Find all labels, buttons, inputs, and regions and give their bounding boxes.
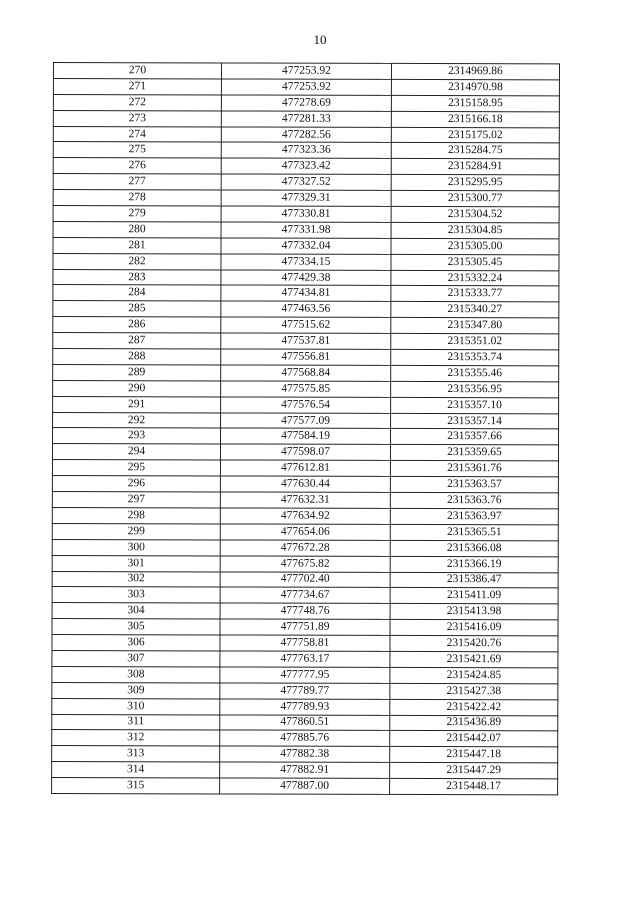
x-coordinate-cell: 477882.38 <box>220 746 390 762</box>
y-coordinate-cell: 2315300.77 <box>391 191 559 207</box>
x-coordinate-cell: 477860.51 <box>220 714 390 730</box>
table-row <box>52 714 558 731</box>
x-coordinate-cell: 477331.98 <box>221 222 391 238</box>
table-row <box>53 63 559 80</box>
table-row <box>53 349 559 366</box>
point-number-cell: 274 <box>53 126 221 142</box>
point-number-cell: 311 <box>52 714 220 730</box>
table-row <box>52 507 558 524</box>
table-row <box>52 650 558 667</box>
x-coordinate-cell: 477329.31 <box>221 190 391 206</box>
point-number-cell: 307 <box>52 650 220 666</box>
table-row <box>52 539 558 556</box>
x-coordinate-cell: 477789.77 <box>220 683 390 699</box>
y-coordinate-cell: 2315295.95 <box>391 175 559 191</box>
x-coordinate-cell: 477748.76 <box>220 603 390 619</box>
point-number-cell: 313 <box>52 746 220 762</box>
y-coordinate-cell: 2315305.00 <box>391 238 559 254</box>
table-row <box>52 523 558 540</box>
table-row <box>52 619 558 636</box>
point-number-cell: 290 <box>53 380 221 396</box>
table-row <box>53 221 559 238</box>
coordinates-table <box>51 62 560 795</box>
x-coordinate-cell: 477612.81 <box>220 460 390 476</box>
point-number-cell: 276 <box>53 158 221 174</box>
point-number-cell: 282 <box>53 253 221 269</box>
table-row <box>53 317 559 334</box>
y-coordinate-cell: 2315424.85 <box>390 667 558 683</box>
x-coordinate-cell: 477734.67 <box>220 587 390 603</box>
point-number-cell: 277 <box>53 174 221 190</box>
x-coordinate-cell: 477672.28 <box>220 540 390 556</box>
table-row <box>52 746 558 763</box>
point-number-cell: 304 <box>52 603 220 619</box>
y-coordinate-cell: 2315363.97 <box>390 508 558 524</box>
y-coordinate-cell: 2315356.95 <box>391 381 559 397</box>
x-coordinate-cell: 477882.91 <box>220 762 390 778</box>
y-coordinate-cell: 2315353.74 <box>391 349 559 365</box>
point-number-cell: 281 <box>53 237 221 253</box>
x-coordinate-cell: 477327.52 <box>221 174 391 190</box>
table-row <box>52 492 558 509</box>
y-coordinate-cell: 2315347.80 <box>391 318 559 334</box>
point-number-cell: 306 <box>52 635 220 651</box>
table-row <box>53 94 559 111</box>
x-coordinate-cell: 477434.81 <box>221 285 391 301</box>
point-number-cell: 275 <box>53 142 221 158</box>
x-coordinate-cell: 477885.76 <box>220 730 390 746</box>
point-number-cell: 299 <box>52 523 220 539</box>
table-row <box>53 78 559 95</box>
x-coordinate-cell: 477777.95 <box>220 667 390 683</box>
y-coordinate-cell: 2315333.77 <box>391 286 559 302</box>
y-coordinate-cell: 2315427.38 <box>390 683 558 699</box>
table-row <box>52 587 558 604</box>
x-coordinate-cell: 477576.54 <box>221 397 391 413</box>
point-number-cell: 314 <box>52 762 220 778</box>
point-number-cell: 283 <box>53 269 221 285</box>
point-number-cell: 315 <box>52 778 220 794</box>
y-coordinate-cell: 2314970.98 <box>391 79 559 95</box>
y-coordinate-cell: 2315284.91 <box>391 159 559 175</box>
x-coordinate-cell: 477253.92 <box>221 79 391 95</box>
x-coordinate-cell: 477675.82 <box>220 556 390 572</box>
x-coordinate-cell: 477654.06 <box>220 524 390 540</box>
y-coordinate-cell: 2315305.45 <box>391 254 559 270</box>
x-coordinate-cell: 477334.15 <box>221 254 391 270</box>
table-row <box>53 301 559 318</box>
point-number-cell: 294 <box>52 444 220 460</box>
table-row <box>53 396 559 413</box>
table-row <box>52 682 558 699</box>
table-row <box>53 126 559 143</box>
coordinates-table-body <box>52 63 560 795</box>
point-number-cell: 272 <box>53 94 221 110</box>
y-coordinate-cell: 2315447.18 <box>390 747 558 763</box>
table-row <box>52 762 558 779</box>
table-row <box>52 730 558 747</box>
y-coordinate-cell: 2315366.19 <box>390 556 558 572</box>
point-number-cell: 296 <box>52 476 220 492</box>
y-coordinate-cell: 2315422.42 <box>390 699 558 715</box>
x-coordinate-cell: 477537.81 <box>221 333 391 349</box>
x-coordinate-cell: 477575.85 <box>221 381 391 397</box>
y-coordinate-cell: 2315363.57 <box>390 477 558 493</box>
point-number-cell: 286 <box>53 317 221 333</box>
point-number-cell: 271 <box>53 78 221 94</box>
table-row <box>52 778 558 795</box>
x-coordinate-cell: 477598.07 <box>220 444 390 460</box>
x-coordinate-cell: 477323.36 <box>221 142 391 158</box>
y-coordinate-cell: 2315359.65 <box>390 445 558 461</box>
point-number-cell: 310 <box>52 698 220 714</box>
x-coordinate-cell: 477634.92 <box>220 508 390 524</box>
x-coordinate-cell: 477758.81 <box>220 635 390 651</box>
point-number-cell: 295 <box>52 460 220 476</box>
y-coordinate-cell: 2315166.18 <box>391 111 559 127</box>
x-coordinate-cell: 477463.56 <box>221 301 391 317</box>
x-coordinate-cell: 477887.00 <box>220 778 390 794</box>
table-row <box>53 237 559 254</box>
y-coordinate-cell: 2315448.17 <box>390 778 558 794</box>
x-coordinate-cell: 477584.19 <box>220 428 390 444</box>
y-coordinate-cell: 2315357.10 <box>391 397 559 413</box>
point-number-cell: 280 <box>53 221 221 237</box>
x-coordinate-cell: 477281.33 <box>221 111 391 127</box>
table-row <box>52 698 558 715</box>
point-number-cell: 303 <box>52 587 220 603</box>
point-number-cell: 289 <box>53 364 221 380</box>
table-row <box>53 206 559 223</box>
point-number-cell: 293 <box>53 428 221 444</box>
table-row <box>52 555 558 572</box>
table-row <box>52 635 558 652</box>
x-coordinate-cell: 477515.62 <box>221 317 391 333</box>
table-row <box>53 285 559 302</box>
y-coordinate-cell: 2314969.86 <box>391 63 559 79</box>
page-number: 10 <box>313 32 327 47</box>
table-row <box>53 190 559 207</box>
point-number-cell: 308 <box>52 666 220 682</box>
point-number-cell: 270 <box>53 63 221 79</box>
x-coordinate-cell: 477568.84 <box>221 365 391 381</box>
x-coordinate-cell: 477630.44 <box>220 476 390 492</box>
table-row <box>52 666 558 683</box>
table-row <box>53 428 559 445</box>
table-row <box>52 460 558 477</box>
x-coordinate-cell: 477556.81 <box>221 349 391 365</box>
table-row <box>52 571 558 588</box>
y-coordinate-cell: 2315420.76 <box>390 635 558 651</box>
y-coordinate-cell: 2315340.27 <box>391 302 559 318</box>
point-number-cell: 312 <box>52 730 220 746</box>
table-row <box>53 158 559 175</box>
y-coordinate-cell: 2315386.47 <box>390 572 558 588</box>
point-number-cell: 279 <box>53 206 221 222</box>
y-coordinate-cell: 2315436.89 <box>390 715 558 731</box>
y-coordinate-cell: 2315304.52 <box>391 206 559 222</box>
table-row <box>52 476 558 493</box>
table-row <box>53 412 559 429</box>
point-number-cell: 284 <box>53 285 221 301</box>
point-number-cell: 273 <box>53 110 221 126</box>
point-number-cell: 278 <box>53 190 221 206</box>
y-coordinate-cell: 2315442.07 <box>390 731 558 747</box>
x-coordinate-cell: 477751.89 <box>220 619 390 635</box>
point-number-cell: 291 <box>53 396 221 412</box>
x-coordinate-cell: 477253.92 <box>221 63 391 79</box>
x-coordinate-cell: 477702.40 <box>220 571 390 587</box>
x-coordinate-cell: 477278.69 <box>221 95 391 111</box>
point-number-cell: 301 <box>52 555 220 571</box>
x-coordinate-cell: 477282.56 <box>221 127 391 143</box>
point-number-cell: 298 <box>52 507 220 523</box>
table-row <box>53 333 559 350</box>
table-row <box>53 269 559 286</box>
x-coordinate-cell: 477632.31 <box>220 492 390 508</box>
x-coordinate-cell: 477332.04 <box>221 238 391 254</box>
y-coordinate-cell: 2315365.51 <box>390 524 558 540</box>
y-coordinate-cell: 2315332.24 <box>391 270 559 286</box>
point-number-cell: 288 <box>53 349 221 365</box>
y-coordinate-cell: 2315284.75 <box>391 143 559 159</box>
point-number-cell: 305 <box>52 619 220 635</box>
table-row <box>53 380 559 397</box>
y-coordinate-cell: 2315158.95 <box>391 95 559 111</box>
x-coordinate-cell: 477577.09 <box>221 413 391 429</box>
x-coordinate-cell: 477429.38 <box>221 270 391 286</box>
point-number-cell: 302 <box>52 571 220 587</box>
point-number-cell: 300 <box>52 539 220 555</box>
y-coordinate-cell: 2315363.76 <box>390 492 558 508</box>
table-row <box>53 142 559 159</box>
table-row <box>53 253 559 270</box>
table-row <box>53 174 559 191</box>
table-row <box>52 603 558 620</box>
y-coordinate-cell: 2315447.29 <box>390 763 558 779</box>
table-row <box>53 364 559 381</box>
y-coordinate-cell: 2315366.08 <box>390 540 558 556</box>
y-coordinate-cell: 2315351.02 <box>391 334 559 350</box>
y-coordinate-cell: 2315361.76 <box>390 461 558 477</box>
y-coordinate-cell: 2315421.69 <box>390 651 558 667</box>
table-row <box>52 444 558 461</box>
y-coordinate-cell: 2315357.14 <box>391 413 559 429</box>
x-coordinate-cell: 477789.93 <box>220 699 390 715</box>
y-coordinate-cell: 2315411.09 <box>390 588 558 604</box>
x-coordinate-cell: 477323.42 <box>221 158 391 174</box>
y-coordinate-cell: 2315304.85 <box>391 222 559 238</box>
y-coordinate-cell: 2315416.09 <box>390 620 558 636</box>
y-coordinate-cell: 2315175.02 <box>391 127 559 143</box>
y-coordinate-cell: 2315357.66 <box>390 429 558 445</box>
y-coordinate-cell: 2315413.98 <box>390 604 558 620</box>
x-coordinate-cell: 477330.81 <box>221 206 391 222</box>
table-row <box>53 110 559 127</box>
x-coordinate-cell: 477763.17 <box>220 651 390 667</box>
point-number-cell: 297 <box>52 492 220 508</box>
point-number-cell: 309 <box>52 682 220 698</box>
point-number-cell: 287 <box>53 333 221 349</box>
y-coordinate-cell: 2315355.46 <box>391 365 559 381</box>
point-number-cell: 285 <box>53 301 221 317</box>
point-number-cell: 292 <box>53 412 221 428</box>
